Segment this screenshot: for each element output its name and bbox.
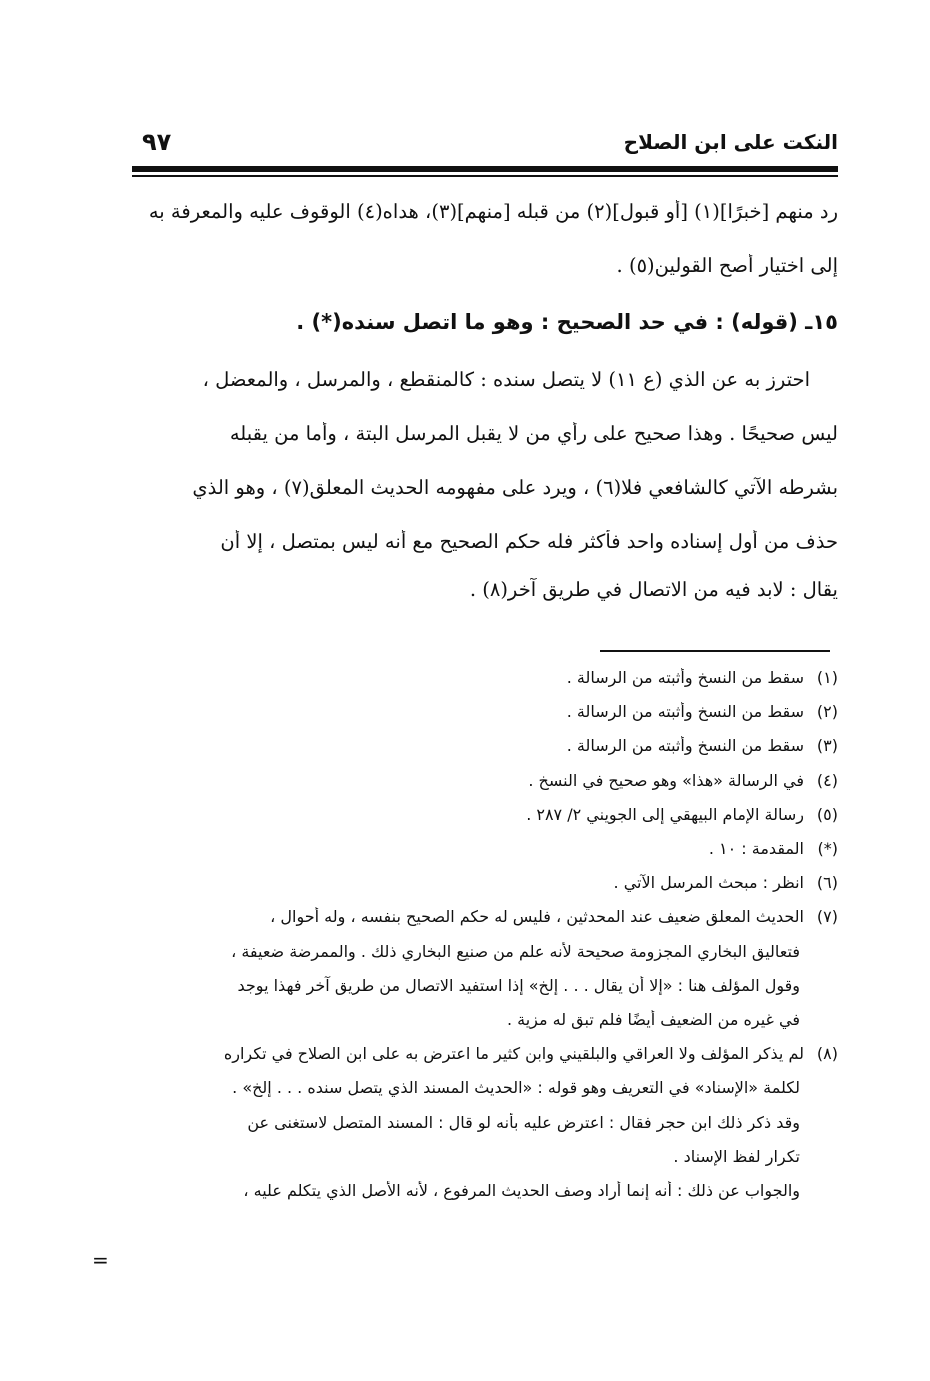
footnote-line bbox=[118, 873, 838, 892]
footnote-number: (١) bbox=[816, 668, 838, 687]
paragraph-line: ليس صحيحًا . وهذا صحيح على رأي من لا يقبل المرسل البتة ، وأما من يقبله bbox=[229, 422, 838, 445]
page-header bbox=[132, 128, 838, 164]
paragraph-line: بشرطه الآتي كالشافعي فلا(٦) ، ويرد على مفهومه الحديث المعلق(٧) ، وهو الذي bbox=[192, 476, 838, 499]
footnote-text: لكلمة «الإسناد» في التعريف وهو قوله : «الحديث المسند الذي يتصل سنده . . . إلخ» . bbox=[232, 1078, 800, 1098]
footnote-line bbox=[118, 907, 838, 926]
body-line: رد منهم [خبرًا](١) [أو قبول](٢) من قبله [منهم](٣)، هداه(٤) الوقوف عليه والمعرفة به bbox=[148, 200, 838, 223]
page-number: ٩٧ bbox=[142, 128, 172, 156]
footnote-text: وقد ذكر ذلك ابن حجر فقال : اعترض عليه بأنه لو قال : المسند المتصل لاستغنى عن bbox=[247, 1112, 800, 1132]
footnote-line bbox=[118, 771, 838, 790]
footnote-text: لم يذكر المؤلف ولا العراقي والبلقيني وابن كثير ما اعترض به على ابن الصلاح في تكراره bbox=[223, 1044, 804, 1064]
continuation-mark: = bbox=[92, 1248, 109, 1272]
footnote-separator bbox=[600, 650, 830, 652]
footnote-line bbox=[118, 736, 838, 755]
footnote-line bbox=[118, 1044, 838, 1063]
footnote-line bbox=[110, 1181, 800, 1200]
footnote-line bbox=[110, 1147, 800, 1166]
paragraph-line: احترز به عن الذي (ع ١١) لا يتصل سنده : كالمنقطع ، والمرسل ، والمعضل ، bbox=[202, 368, 810, 391]
footnote-line bbox=[118, 805, 838, 824]
footnote-text: سقط من النسخ وأثبته من الرسالة . bbox=[566, 668, 804, 687]
paragraph-line: يقال : لابد فيه من الاتصال في طريق آخر(٨) . bbox=[469, 578, 838, 601]
footnote-text: سقط من النسخ وأثبته من الرسالة . bbox=[566, 702, 804, 722]
body-line: إلى اختيار أصح القولين(٥) . bbox=[616, 254, 838, 277]
footnote-number: (٧) bbox=[816, 907, 838, 927]
section-heading: ١٥ـ (قوله) : في حد الصحيح : وهو ما اتصل سنده(*) . bbox=[296, 310, 838, 334]
footnote-number: (٦) bbox=[816, 873, 838, 893]
footnote-line bbox=[110, 976, 800, 995]
footnote-line bbox=[110, 942, 800, 961]
footnote-number: (٣) bbox=[816, 736, 838, 756]
footnote-number: (٥) bbox=[816, 804, 838, 824]
footnote-text: في غيره من الضعيف أيضًا فلم تبق له مزية . bbox=[506, 1010, 800, 1029]
footnote-text: والجواب عن ذلك : أنه إنما أراد وصف الحديث المرفوع ، لأنه الأصل الذي يتكلم عليه ، bbox=[243, 1181, 800, 1200]
header-rule-thick bbox=[132, 166, 838, 172]
footnote-number: (*) bbox=[817, 839, 838, 858]
footnote-text: وقول المؤلف هنا : «إلا أن يقال . . . إلخ» إذا استفيد الاتصال من طريق آخر فهذا يوجد bbox=[237, 975, 800, 995]
paragraph-line: حذف من أول إسناده واحد فأكثر فله حكم الصحيح مع أنه ليس بمتصل ، إلا أن bbox=[220, 530, 838, 553]
footnote-line bbox=[110, 1078, 800, 1097]
footnote-text: المقدمة : ١٠ . bbox=[708, 839, 804, 858]
footnote-text: في الرسالة «هذا» وهو صحيح في النسخ . bbox=[528, 770, 804, 790]
footnote-number: (٢) bbox=[816, 702, 838, 722]
footnote-number: (٨) bbox=[816, 1044, 838, 1064]
footnote-number: (٤) bbox=[816, 770, 838, 790]
footnote-line bbox=[118, 702, 838, 721]
footnote-text: فتعاليق البخاري المجزومة صحيحة لأنه علم من صنيع البخاري ذلك . والممرضة ضعيفة ، bbox=[231, 941, 800, 961]
footnote-line bbox=[118, 839, 838, 858]
footnote-line bbox=[110, 1010, 800, 1029]
footnote-text: انظر : مبحث المرسل الآتي . bbox=[613, 873, 804, 893]
header-rule-thin bbox=[132, 175, 838, 177]
footnote-text: رسالة الإمام البيهقي إلى الجويني ٢/ ٢٨٧ . bbox=[526, 804, 804, 824]
footnote-line bbox=[118, 668, 838, 687]
footnote-line bbox=[110, 1113, 800, 1132]
running-title: النكت على ابن الصلاح bbox=[623, 130, 838, 154]
footnote-text: الحديث المعلق ضعيف عند المحدثين ، فليس له حكم الصحيح بنفسه ، وله أحوال ، bbox=[270, 907, 804, 927]
footnote-text: تكرار لفظ الإسناد . bbox=[673, 1146, 800, 1166]
footnote-text: سقط من النسخ وأثبته من الرسالة . bbox=[566, 736, 804, 756]
